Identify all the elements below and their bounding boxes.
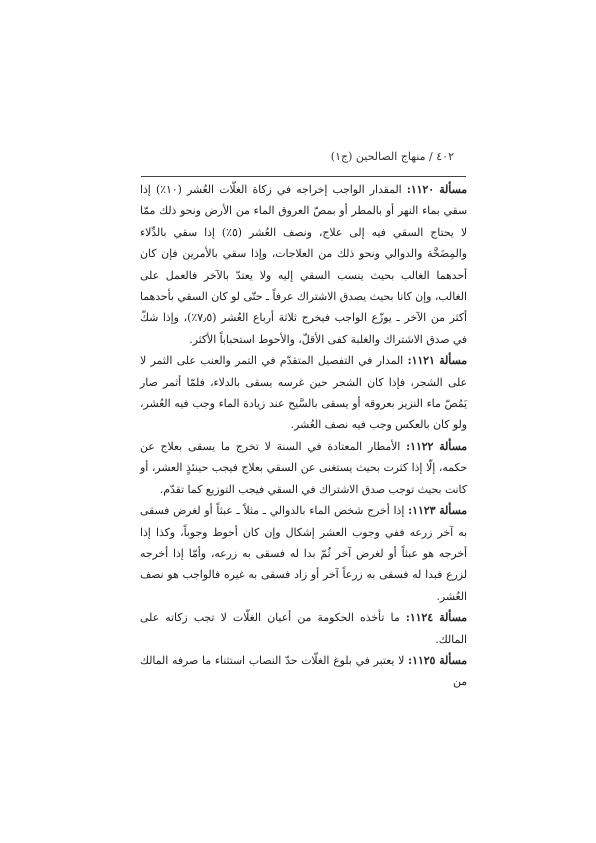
masala-label: مسألة <box>439 653 467 667</box>
paragraph-text: المدار في التفصيل المتقدّم في التمر والعنب على الثمر لا على الشجر، فإذا كان الشجر حين غرسه يسقى بالدلاء، فلمّا أثمر صار يَمُصّ ماء النزيز بعروقه أو يسقى بالسَّيح عند زيادة الماء وجب فيه العُشر، ولو كان بالعكس وجب فيه نصف العُشر. <box>140 354 467 432</box>
paragraph-masala-1123 <box>140 500 467 607</box>
paragraph-masala-1122 <box>140 436 467 500</box>
masala-number: ١١٢٠: <box>406 183 435 196</box>
masala-number: ١١٢٢: <box>406 439 434 453</box>
paragraph-text: إذا أخرج شخص الماء بالدوالي ـ مثلاً ـ عبثاً أو لغرض فسقى به آخر زرعه ففي وجوب العشر إشكال وإن كان أحوط وجوباً، وكذا إذا أخرجه هو عبثاً أو لغرض آخر ثُمّ بدا له فسقى به زرعه، وأمّا إذا أخرجه لزرع فبدا له فسقى به زرعاً آخر أو زاد فسقى به غيره فالواجب هو نصف العُشر. <box>140 504 467 603</box>
masala-number: ١١٢٣: <box>408 504 436 518</box>
masala-label: مسألة <box>439 183 467 196</box>
paragraph-masala-1124 <box>140 607 467 650</box>
paragraph-masala-1125 <box>140 650 467 693</box>
body-text <box>140 179 467 693</box>
masala-label: مسألة <box>439 611 467 625</box>
masala-label: مسألة <box>439 354 467 368</box>
masala-number: ١١٢١: <box>407 354 435 368</box>
paragraph-masala-1120 <box>140 179 467 350</box>
paragraph-masala-1121 <box>140 350 467 436</box>
paragraph-text: ما تأخذه الحكومة من أعيان الغلّات لا تجب زكاته على المالك. <box>140 611 467 646</box>
header-divider <box>141 176 466 177</box>
paragraph-text: الأمطار المعتادة في السنة لا تخرج ما يسقى بعلاج عن حكمه، إلّا إذا كثرت بحيث يستغنى عن السقي بعلاج فيجب حينئذٍ العشر، أو كانت بحيث توجب صدق الاشتراك في السقي فيجب التوزيع كما تقدّم. <box>140 439 467 496</box>
masala-number: ١١٢٥: <box>408 653 436 667</box>
masala-label: مسألة <box>439 504 467 518</box>
paragraph-text: لا يعتبر في بلوغ الغلّات حدّ النصاب استثناء ما صرفه المالك من <box>140 653 467 689</box>
masala-number: ١١٢٤: <box>405 611 434 625</box>
paragraph-text: المقدار الواجب إخراجه في زكاة الغلّات العُشر (١٠٪) إذا سقي بماء النهر أو بالمطر أو بمصّ العروق الماء من الأرض ونحو ذلك ممّا لا يحتاج السقي فيه إلى علاج، ونصف العُشر (٥٪) إذا سقي بالدِّلاء والمِضَخَّة والدوالي ونحو ذلك من العلاجات، وإذا سقي بالأمرين فإن كان أحدهما الغالب بحيث ينسب السقي إليه ولا يعتدّ بالآخر فالعمل على الغالب، وإن كانا بحيث يصدق الاشتراك عرفاً ـ حتّى لو كان السقي بأحدهما أكثر من الآخر ـ يوزّع الواجب فيخرج ثلاثة أرباع العُشر (٧٫٥٪)، وإذا شكّ في صدق الاشتراك والغلبة كفى الأقلّ، والأحوط استحباباً الأكثر. <box>140 183 467 346</box>
running-header: ٤٠٢ / منهاج الصالحين (ج١) <box>330 150 454 163</box>
masala-label: مسألة <box>439 439 467 453</box>
